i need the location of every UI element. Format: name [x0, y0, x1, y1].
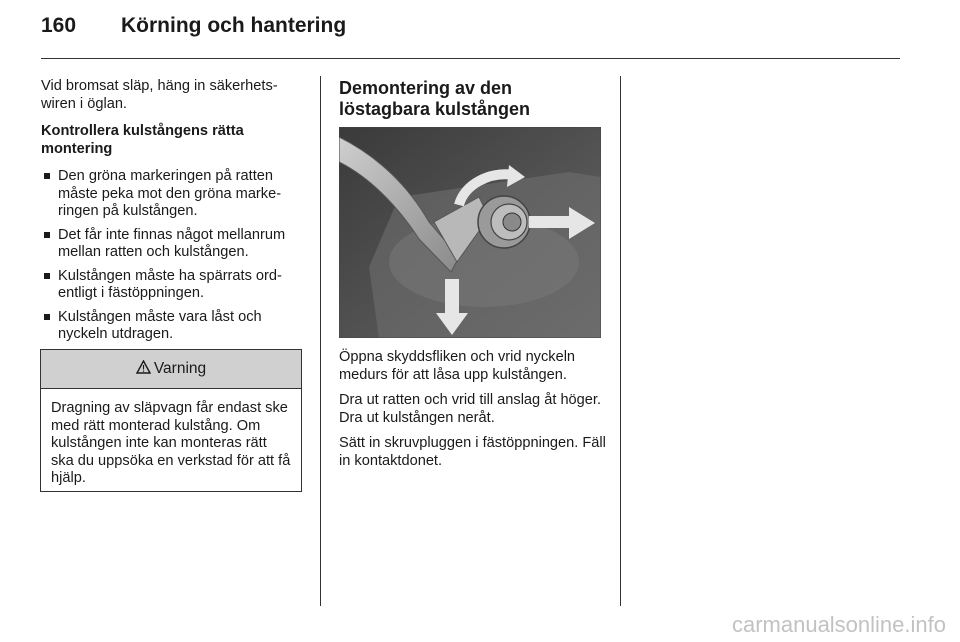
list-item [41, 309, 303, 344]
list-item-text: Den gröna markeringen på ratten måste peka mot den gröna marke-ringen på kulstången. [58, 168, 282, 219]
column-divider [320, 76, 321, 606]
bullet-list [41, 168, 303, 344]
header-rule [41, 58, 900, 59]
subheading: Kontrollera kulstångens rätta montering [41, 123, 244, 157]
warning-triangle-icon [136, 360, 151, 379]
section-heading: Demontering av den löstagbara kulstången [339, 78, 531, 119]
right-column [339, 78, 607, 120]
warning-title: Varning [153, 360, 207, 377]
bullet-square-icon [44, 273, 50, 279]
instruction-paragraph: Dra ut ratten och vrid till anslag åt höger. Dra ut kulstången neråt. [339, 392, 602, 426]
bullet-square-icon [44, 232, 50, 238]
intro-paragraph: Vid bromsat släp, häng in säkerhets-wiren i öglan. [41, 78, 278, 112]
instructions [339, 349, 607, 478]
instruction-paragraph: Öppna skyddsfliken och vrid nyckeln medurs för att låsa upp kulstången. [339, 349, 576, 383]
towbar-removal-illustration [339, 127, 601, 338]
page-header [41, 14, 346, 50]
bullet-square-icon [44, 314, 50, 320]
instruction-paragraph: Sätt in skruvpluggen i fästöppningen. Fäll in kontaktdonet. [339, 435, 606, 469]
left-column [41, 78, 303, 350]
page-number: 160 [41, 14, 77, 37]
list-item-text: Kulstången måste ha spärrats ord-entligt i fästöppningen. [58, 267, 282, 301]
section-title: Körning och hantering [121, 14, 347, 37]
bullet-square-icon [44, 173, 50, 179]
list-item-text: Kulstången måste vara låst och nyckeln utdragen. [58, 308, 262, 342]
column-divider [620, 76, 621, 606]
list-item [41, 168, 303, 221]
list-item-text: Det får inte finnas något mellanrum mellan ratten och kulstången. [58, 226, 286, 260]
list-item [41, 227, 303, 262]
warning-text: Dragning av släpvagn får endast ske med rätt monterad kulstång. Om kulstången inte kan monteras rätt ska du uppsöka en verkstad för att få hjälp. [51, 400, 291, 486]
warning-header [41, 350, 301, 389]
warning-box [40, 349, 302, 492]
watermark: carmanualsonline.info [731, 612, 946, 637]
list-item [41, 268, 303, 303]
